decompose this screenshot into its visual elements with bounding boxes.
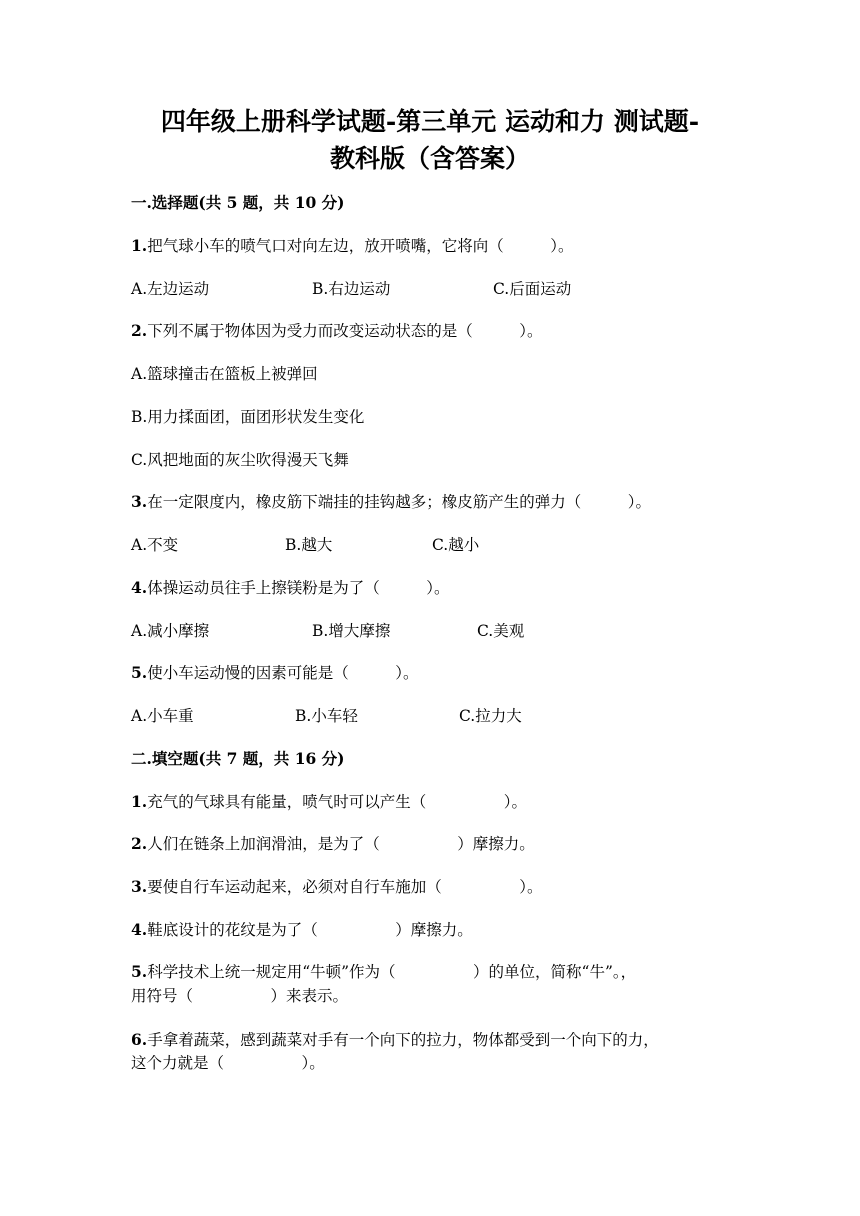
question-text: 科学技术上统一规定用“牛顿”作为（ ）的单位，简称“牛”。， [147,963,637,981]
option-a: A.左边运动 [131,280,210,298]
section-heading-fill: 二.填空题(共 7 题，共 16 分) [131,749,345,768]
question-3 [131,491,651,513]
question-text: 体操运动员往手上擦镁粉是为了（ ）。 [147,579,450,597]
option-a: A.不变 [131,536,179,554]
question-text: 充气的气球具有能量，喷气时可以产生（ ）。 [147,793,527,811]
question-text: 要使自行车运动起来，必须对自行车施加（ ）。 [147,878,543,896]
question-text: 使小车运动慢的因素可能是（ ）。 [147,664,419,682]
question-number: 4. [131,578,148,597]
question-number: 2. [131,321,148,340]
fill-question-3 [131,876,542,898]
fill-question-2 [131,833,535,855]
question-number: 4. [131,920,148,939]
question-text: 人们在链条上加润滑油，是为了（ ）摩擦力。 [147,835,535,853]
question-number: 3. [131,877,148,896]
option-b: B.右边运动 [312,280,391,298]
question-number: 3. [131,492,148,511]
question-text: 把气球小车的喷气口对向左边，放开喷嘴，它将向（ ）。 [147,237,574,255]
option-b: B.越大 [285,536,333,554]
fill-question-4 [131,919,473,941]
fill-question-5 [131,961,636,983]
fill-question-6 [131,1029,659,1051]
question-number: 1. [131,792,148,811]
question-number: 1. [131,236,148,255]
fill-question-6-continued: 这个力就是（ ）。 [131,1054,325,1072]
question-4 [131,577,449,599]
option-a: A.减小摩擦 [131,622,210,640]
question-number: 5. [131,962,148,981]
option-b: B.小车轻 [295,707,358,725]
option-a: A.篮球撞击在篮板上被弹回 [131,365,318,383]
option-b: B.用力揉面团，面团形状发生变化 [131,408,365,426]
question-number: 2. [131,834,148,853]
fill-question-5-continued: 用符号（ ）来表示。 [131,987,349,1005]
question-number: 6. [131,1030,148,1049]
question-1 [131,235,573,257]
option-b: B.增大摩擦 [312,622,391,640]
document-title-line2: 教科版（含答案） [329,144,530,173]
question-2 [131,320,542,342]
question-text: 在一定限度内，橡皮筋下端挂的挂钩越多；橡皮筋产生的弹力（ ）。 [147,493,651,511]
option-a: A.小车重 [131,707,194,725]
option-c: C.越小 [432,536,480,554]
question-text: 手拿着蔬菜，感到蔬菜对手有一个向下的拉力，物体都受到一个向下的力， [147,1031,659,1049]
document-title-line1: 四年级上册科学试题-第三单元 运动和力 测试题- [160,107,700,136]
section-heading-choice: 一.选择题(共 5 题，共 10 分) [131,193,345,212]
option-c: C.美观 [477,622,525,640]
option-c: C.后面运动 [493,280,572,298]
option-c: C.风把地面的灰尘吹得漫天飞舞 [131,451,349,469]
question-text: 鞋底设计的花纹是为了（ ）摩擦力。 [147,921,473,939]
question-number: 5. [131,663,148,682]
question-text: 下列不属于物体因为受力而改变运动状态的是（ ）。 [147,322,543,340]
option-c: C.拉力大 [459,707,522,725]
question-5 [131,662,418,684]
fill-question-1 [131,791,527,813]
